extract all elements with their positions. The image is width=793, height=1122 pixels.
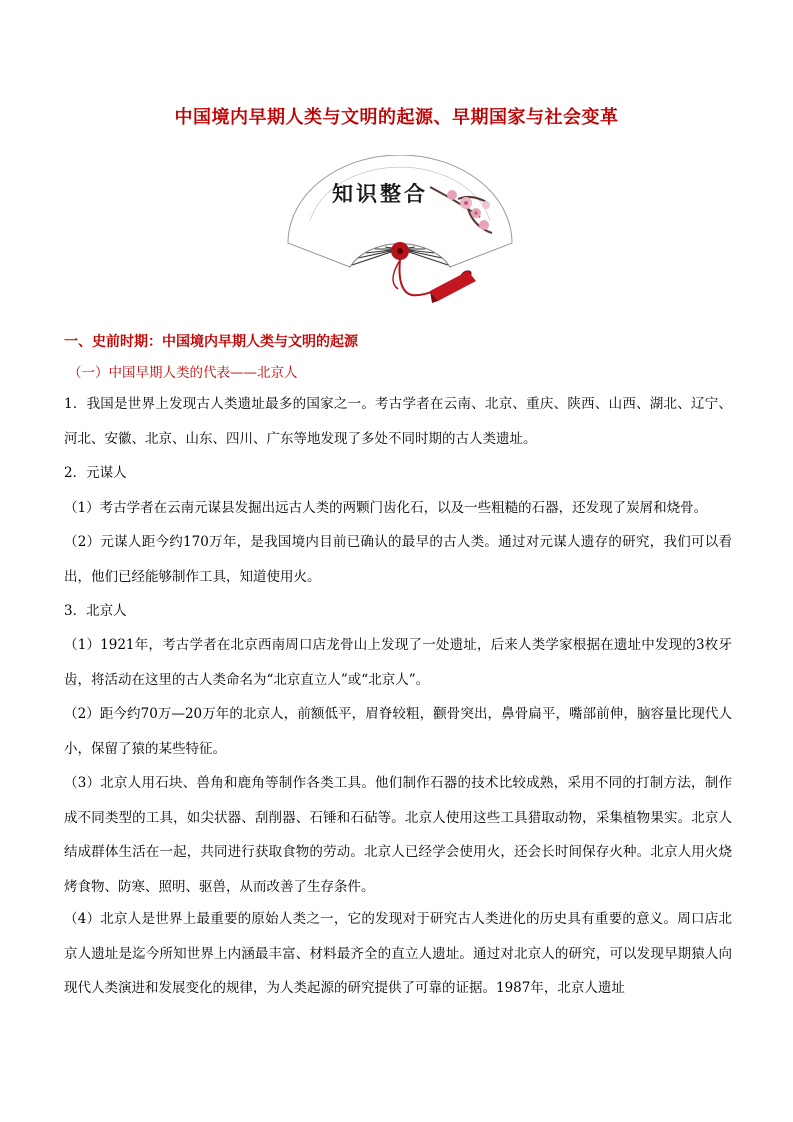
section-heading: 一、史前时期：中国境内早期人类与文明的起源 xyxy=(64,334,358,350)
heading-peking-man: 3．北京人 xyxy=(64,603,127,619)
heading-yuanmou: 2．元谋人 xyxy=(64,465,127,481)
fan-badge-text: 知识整合 xyxy=(332,181,428,206)
paragraph-1: 1．我国是世界上发现古人类遗址最多的国家之一。考古学者在云南、北京、重庆、陕西、山西、湖北、辽宁、河北、安徽、北京、山东、四川、广东等地发现了多处不同时期的古人类遗址。 xyxy=(64,396,732,447)
paragraph-peking-1: （1）1921年，考古学者在北京西南周口店龙骨山上发现了一处遗址，后来人类学家根据在遗址中发现的3枚牙齿，将活动在这里的古人类命名为“北京直立人”或“北京人”。 xyxy=(64,637,732,688)
subsection-heading: （一）中国早期人类的代表——北京人 xyxy=(68,365,298,381)
paragraph-yuanmou-2: （2）元谋人距今约170万年，是我国境内目前已确认的最早的古人类。通过对元谋人遗存的研究，我们可以看出，他们已经能够制作工具，知道使用火。 xyxy=(64,534,732,585)
paragraph-yuanmou-1: （1）考古学者在云南元谋县发掘出远古人类的两颗门齿化石，以及一些粗糙的石器，还发现了炭屑和烧骨。 xyxy=(64,500,708,516)
paragraph-peking-4: （4）北京人是世界上最重要的原始人类之一，它的发现对于研究古人类进化的历史具有重要的意义。周口店北京人遗址是迄今所知世界上内涵最丰富、材料最齐全的直立人遗址。通过对北京人的研究，可以发现早期猿人向现代人类演进和发展变化的规律，为人类起源的研究提供了可靠的证据。1987年，北京人遗址 xyxy=(64,911,732,996)
tassel-icon xyxy=(430,269,476,303)
fan-illustration xyxy=(280,155,520,310)
paragraph-peking-2: （2）距今约70万—20万年的北京人，前额低平，眉脊较粗，颧骨突出，鼻骨扁平，嘴部前伸，脑容量比现代人小，保留了猿的某些特征。 xyxy=(64,706,732,757)
page-title: 中国境内早期人类与文明的起源、早期国家与社会变革 xyxy=(174,107,619,128)
paragraph-peking-3: （3）北京人用石块、兽角和鹿角等制作各类工具。他们制作石器的技术比较成熟，采用不同的打制方法，制作成不同类型的工具，如尖状器、刮削器、石锤和石砧等。北京人使用这些工具猎取动物，采集植物果实。北京人结成群体生活在一起，共同进行获取食物的劳动。北京人已经学会使用火，还会长时间保存火种。北京人用火烧烤食物、防寒、照明、驱兽，从而改善了生存条件。 xyxy=(64,775,732,895)
